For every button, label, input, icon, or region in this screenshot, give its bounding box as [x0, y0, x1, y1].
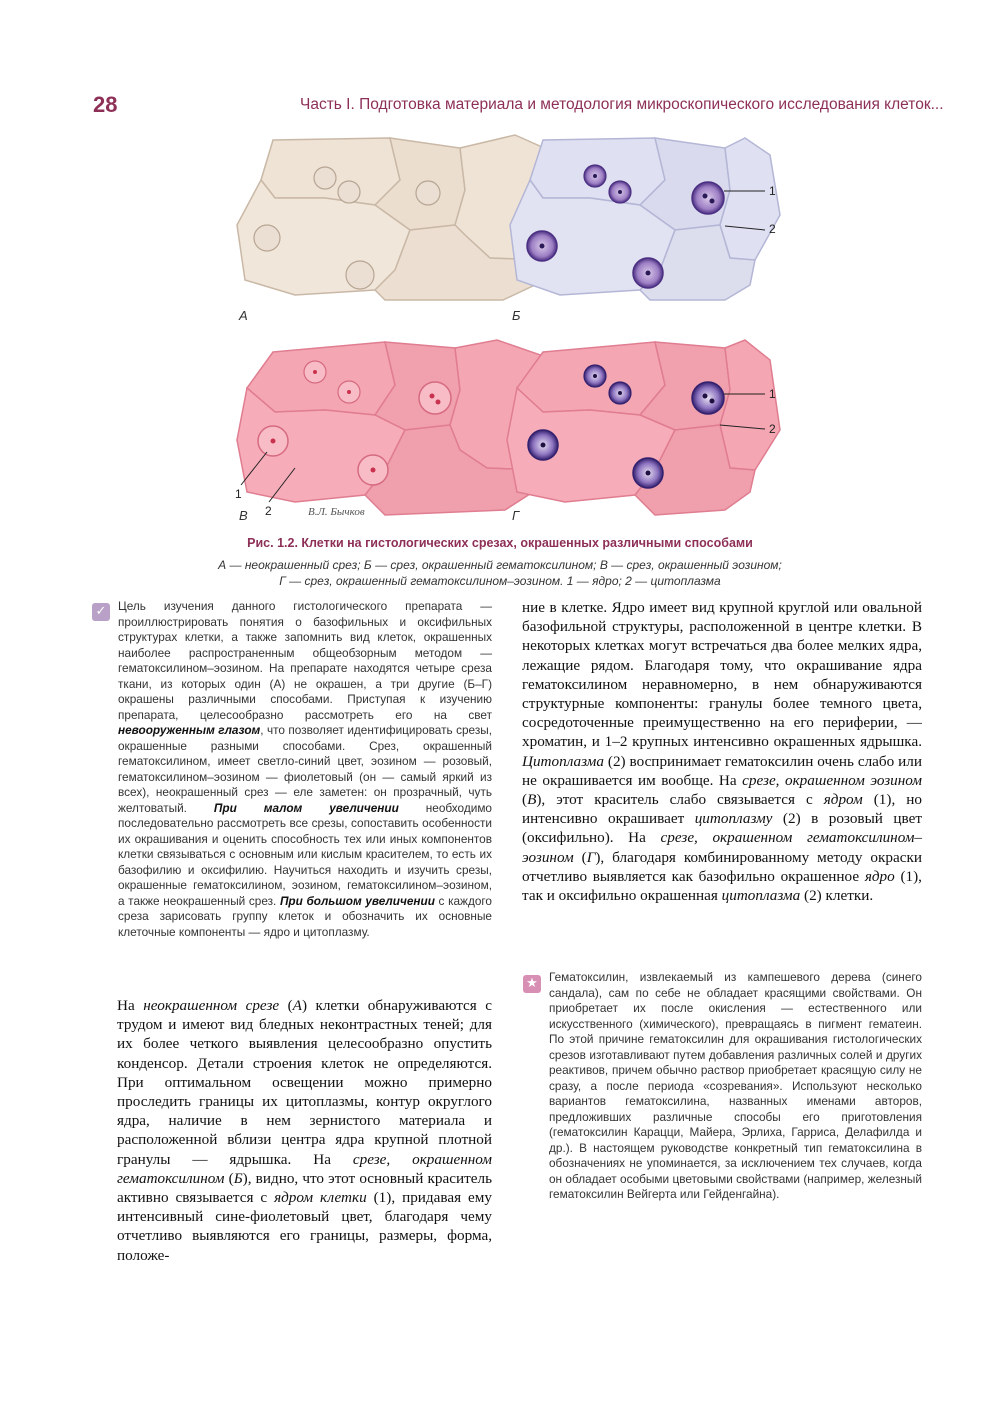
cells-illustration: [225, 130, 785, 528]
note-emphasis-naked-eye: невооруженным глазом: [118, 723, 261, 737]
panel-label-b: Б: [512, 308, 521, 323]
star-icon: ★: [523, 975, 541, 993]
panel-b-hematoxylin: [510, 138, 780, 300]
callout-b-nucleus: 1: [769, 184, 776, 198]
callout-d-cytoplasm: 2: [769, 422, 776, 436]
page-number: 28: [93, 92, 118, 117]
note-emphasis-high-magnification: При большом увеличении: [279, 893, 435, 908]
panel-label-a: А: [239, 308, 248, 323]
caption-line-2: Г — срез, окрашенный гематоксилином–эозином. 1 — ядро; 2 — цитоплазма: [279, 574, 721, 588]
checkmark-icon: ✓: [92, 603, 110, 621]
note-emphasis-low-magnification: При малом увеличении: [213, 800, 399, 815]
caption-line-1: А — неокрашенный срез; Б — срез, окрашенный гематоксилином; В — срез, окрашенный эозином;: [218, 558, 782, 572]
figure-caption-title: Рис. 1.2. Клетки на гистологических срезах, окрашенных различными способами: [247, 536, 753, 550]
body-text-left: На неокрашенном срезе (А) клетки обнаруживаются с трудом и имеют вид бледных неконтрастных теней; для их более четкого выявления целесообразно опустить конденсор. Детали строения клеток не определяются. При оптимальном освещении можно примерно проследить границы их цитоплазмы, контур округлого ядра, наличие в нем зернистого материала и расположенной вблизи центра ядра крупной плотной гранулы — ядрышка. На срезе, окрашенном гематоксилином (Б), видно, что этот основный краситель активно связывается с ядром клетки (1), придавая ему интенсивный сине-фиолетовый цвет, благодаря чему отчетливо выявляются его границы, размеры, форма, положе-: [117, 997, 492, 1264]
figure-cells: [225, 130, 785, 528]
body-text-right: ние в клетке. Ядро имеет вид крупной круглой или овальной базофильной структуры, расположенной в центре клетки. В некоторых клетках могут встречаться два более мелких ядра, лежащие рядом. Благодаря тому, что окрашивание ядра гематоксилином неравномерно, в нем обнаруживаются структурные компоненты: гранулы более темного цвета, сосредоточенные преимущественно на его периферии, — хроматин, и 1–2 крупных интенсивно окрашенных ядрышка. Цитоплазма (2) воспринимает гематоксилин очень слабо или не окрашивается им вообще. На срезе, окрашенном эозином (В), этот краситель слабо связывается с ядром (1), но интенсивно окрашивает цитоплазму (2) в розовый цвет (оксифильно). На срезе, окрашенном гематоксилином–эозином (Г), благодаря комбинированному методу окраски отчетливо выявляется как базофильно окрашенное ядро (1), так и оксифильно окрашенная цитоплазма (2) клетки.: [522, 599, 922, 905]
panel-d-hematoxylin-eosin: [507, 340, 780, 515]
callout-d-nucleus: 1: [769, 387, 776, 401]
artist-signature: В.Л. Бычков: [308, 506, 365, 518]
callout-c-cytoplasm: 2: [265, 504, 272, 518]
callout-b-cytoplasm: 2: [769, 222, 776, 236]
panel-label-c: В: [239, 508, 248, 523]
callout-c-nucleus: 1: [235, 487, 242, 501]
running-head: Часть I. Подготовка материала и методология микроскопического исследования клеток...: [300, 96, 944, 113]
panel-label-d: Г: [512, 508, 520, 523]
hematoxylin-note: Гематоксилин, извлекаемый из кампешевого дерева (синего сандала), сам по себе не обладает красящими свойствами. Он приобретает их после окисления — естественного или искусственного (химического), превращаясь в пигмент гематеин. По этой причине гематоксилин для окрашивания гистологических срезов изготавливают путем добавления различных солей и других реактивов, причем обычно раствор приобретает красящую силу не сразу, а после периода «созревания». Используют несколько вариантов гематоксилина, названных именами авторов, предложивших различные способы его приготовления (гематоксилин Карацци, Майера, Эрлиха, Гарриса, Делафилда и др.). В настоящем руководстве конкретный тип гематоксилина в обозначениях не упоминается, за исключением тех случаев, когда он обладает особыми цветовыми свойствами (например, железный гематоксилин Вейгерта или Гейденгайна).: [549, 970, 922, 1201]
figure-caption-legend: [140, 557, 860, 589]
study-goal-note: Цель изучения данного гистологического препарата — проиллюстрировать понятия о базофильных и оксифильных структурах клетки, а также запомнить вид клеток, окрашенных наиболее распространенным общеобзорным методом — гематоксилином–эозином. На препарате находятся четыре среза ткани, из которых один (А) не окрашен, а три другие (Б–Г) окрашены различными способами. Приступая к изучению препарата, целесообразно рассмотреть его на свет невооруженным глазом, что позволяет идентифицировать срезы, окрашенные разными способами. Срез, окрашенный гематоксилином, имеет светло-синий цвет, эозином — розовый, гематоксилином–эозином — фиолетовый (он — самый яркий из всех), неокрашенный срез — еле заметен: он прозрачный, чуть желтоватый. При малом увеличении необходимо последовательно рассмотреть все срезы, сопоставить особенности их окрашивания и оценить способность тех или иных компонентов клетки связываться с основным или кислым красителем, то есть их базофилию и оксифилию. Научиться находить и изучить срезы, окрашенные гематоксилином, эозином, гематоксилином–эозином, а также неокрашенный срез. При большом увеличении с каждого среза зарисовать группу клеток и обозначить их основные клеточные компоненты — ядро и цитоплазму.: [118, 599, 492, 939]
